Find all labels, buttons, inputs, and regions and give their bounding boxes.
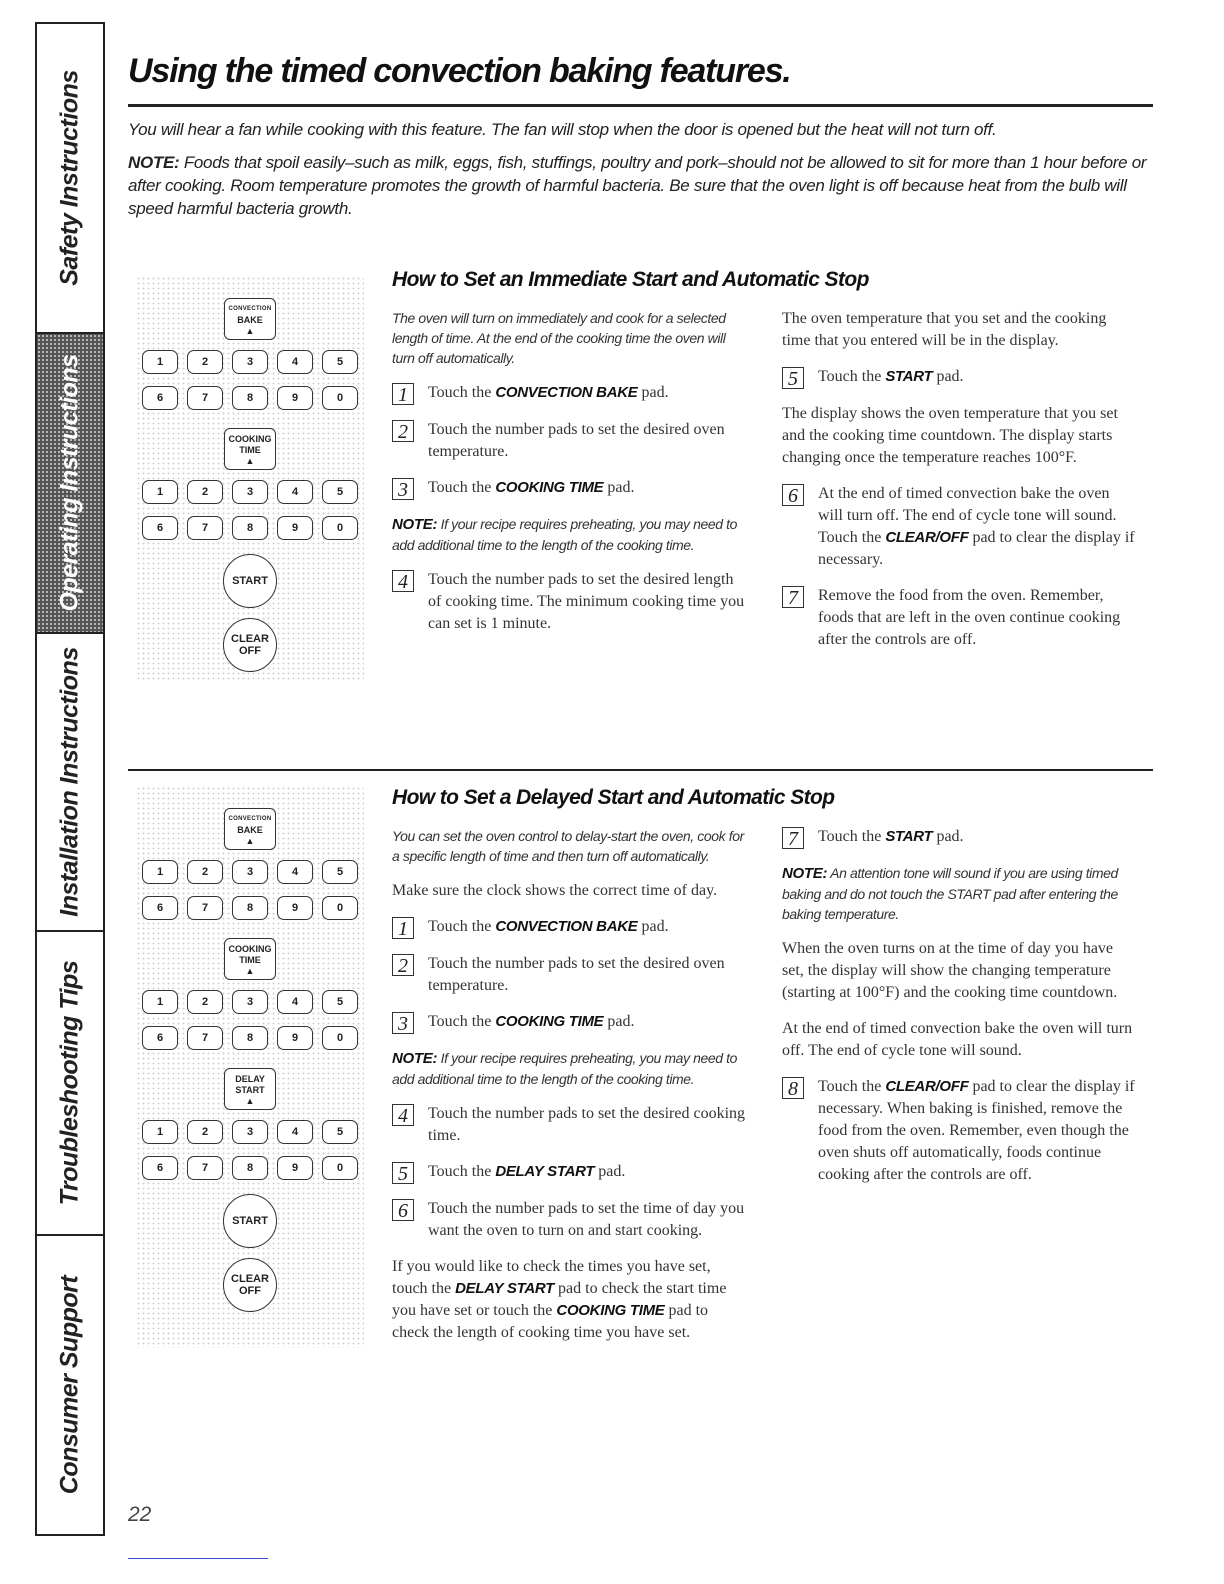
key-label: CLEAR	[231, 1273, 269, 1285]
number-key: 9	[277, 516, 313, 540]
step-text: Touch the	[428, 479, 496, 496]
step-3	[392, 477, 747, 500]
step-number: 7	[782, 827, 804, 849]
number-key: 0	[322, 1026, 358, 1050]
section-lead: The oven will turn on immediately and cook for a selected length of time. At the end of the cooking time the oven will turn off automatically.	[392, 310, 726, 366]
tab-label: Consumer Support	[55, 1275, 84, 1495]
step-number: 2	[392, 420, 414, 442]
number-key: 3	[232, 480, 268, 504]
number-key: 9	[277, 896, 313, 920]
body-text: The display shows the oven temperature that you set and the cooking time countdown. The display starts changing once the temperature reaches 100°F.	[782, 405, 1118, 466]
number-key: 6	[142, 516, 178, 540]
start-key	[223, 554, 277, 608]
start-key	[223, 1194, 277, 1248]
attention-tone-note	[782, 863, 1137, 924]
number-key: 2	[187, 480, 223, 504]
number-key: 1	[142, 990, 178, 1014]
note-label: NOTE:	[128, 153, 180, 172]
step-text: pad.	[637, 918, 669, 935]
note-text: If your recipe requires preheating, you may need to add additional time to the length of the cooking time.	[392, 516, 737, 553]
body-text: If you would like to check the times you have set, touch the	[392, 1258, 711, 1297]
key-label: START	[232, 1215, 268, 1227]
number-key: 7	[187, 386, 223, 410]
key-label: START	[232, 575, 268, 587]
number-row	[142, 896, 358, 922]
number-key: 5	[322, 350, 358, 374]
step-number: 7	[782, 586, 804, 608]
tab-operating-instructions[interactable]	[37, 334, 103, 634]
number-key: 8	[232, 1026, 268, 1050]
step-number: 5	[782, 367, 804, 389]
step-number: 4	[392, 570, 414, 592]
note-label: NOTE:	[392, 1050, 438, 1067]
step-text: At the end of timed convection bake the oven will turn off. The end of cycle tone will sound. Touch the	[818, 485, 1117, 546]
number-key: 0	[322, 516, 358, 540]
number-key: 8	[232, 516, 268, 540]
number-key: 1	[142, 1120, 178, 1144]
number-key: 7	[187, 896, 223, 920]
pad-name: CLEAR/OFF	[885, 1078, 969, 1095]
note-text: If your recipe requires preheating, you may need to add additional time to the length of the cooking time.	[392, 1050, 737, 1087]
body-text: pad to check the start time you have set or touch the	[392, 1280, 727, 1319]
number-row	[142, 516, 358, 542]
number-key: 8	[232, 896, 268, 920]
tab-safety-instructions[interactable]	[37, 24, 103, 334]
number-key: 6	[142, 1156, 178, 1180]
intro-text: You will hear a fan while cooking with this feature. The fan will stop when the door is opened but the heat will not turn off.	[128, 120, 997, 139]
arrow-up-icon: ▲	[245, 326, 255, 336]
tab-installation-instructions[interactable]	[37, 634, 103, 932]
number-key: 4	[277, 1120, 313, 1144]
section-delayed-start	[128, 770, 1153, 1490]
number-row	[142, 480, 358, 506]
number-key: 3	[232, 1120, 268, 1144]
number-key: 2	[187, 350, 223, 374]
step-number: 3	[392, 478, 414, 500]
number-key: 5	[322, 1120, 358, 1144]
check-times-text	[392, 1256, 747, 1344]
step-text: pad.	[637, 384, 669, 401]
number-key: 1	[142, 350, 178, 374]
number-key: 6	[142, 896, 178, 920]
number-key: 3	[232, 990, 268, 1014]
number-key: 2	[187, 990, 223, 1014]
number-row	[142, 860, 358, 886]
step-number: 2	[392, 954, 414, 976]
number-key: 7	[187, 1026, 223, 1050]
tab-label: Installation Instructions	[55, 647, 84, 917]
number-key: 3	[232, 860, 268, 884]
footer-rule	[128, 1558, 268, 1559]
page-title: Using the timed convection baking features.	[128, 52, 791, 90]
safety-note	[128, 151, 1148, 220]
number-key: 8	[232, 386, 268, 410]
instructions-column-left	[392, 308, 747, 649]
key-label: BAKE	[237, 315, 263, 325]
tab-label: Operating Instructions	[55, 354, 84, 612]
step-5	[392, 1161, 747, 1184]
number-row	[142, 1120, 358, 1146]
preheat-note	[392, 1048, 747, 1089]
step-text: pad to clear the display if necessary. When baking is finished, remove the food from the oven. Remember, even though the oven shuts off automatically, foods continue cooking after the controls are off.	[818, 1078, 1135, 1183]
step-number: 5	[392, 1162, 414, 1184]
number-key: 2	[187, 860, 223, 884]
clear-off-key	[223, 1258, 277, 1312]
step-1	[392, 382, 747, 405]
pad-name: COOKING TIME	[495, 1013, 604, 1030]
pad-name: DELAY START	[495, 1163, 595, 1180]
section-lead: You can set the oven control to delay-start the oven, cook for a specific length of time and then turn off automatically.	[392, 828, 744, 864]
number-key: 6	[142, 1026, 178, 1050]
section-heading: How to Set a Delayed Start and Automatic Stop	[392, 786, 835, 809]
note-label: NOTE:	[782, 865, 828, 882]
pad-name: DELAY START	[455, 1280, 555, 1297]
body-text: pad to check the length of cooking time you have set.	[392, 1302, 709, 1341]
step-text: Touch the number pads to set the desired oven temperature.	[428, 955, 725, 994]
step-text: Touch the	[428, 384, 496, 401]
pad-name: COOKING TIME	[495, 479, 604, 496]
step-2	[392, 953, 747, 997]
body-text: At the end of timed convection bake the oven will turn off. The end of cycle tone will sound.	[782, 1020, 1133, 1059]
convection-bake-key	[224, 808, 276, 850]
title-divider	[128, 104, 1153, 107]
key-label: TIME	[239, 955, 261, 965]
note-label: NOTE:	[392, 516, 438, 533]
number-row	[142, 1156, 358, 1182]
key-label: OFF	[239, 1285, 261, 1297]
pad-name: START	[885, 828, 933, 845]
section-immediate-start	[128, 268, 1153, 748]
key-label: START	[235, 1085, 265, 1095]
step-4	[392, 1103, 747, 1147]
step-text: pad.	[932, 828, 964, 845]
step-text: Touch the	[428, 918, 496, 935]
number-row	[142, 350, 358, 376]
step-text: pad.	[603, 1013, 635, 1030]
pad-name: CONVECTION BAKE	[495, 918, 638, 935]
number-key: 0	[322, 896, 358, 920]
number-row	[142, 386, 358, 412]
step-number: 6	[392, 1199, 414, 1221]
number-key: 3	[232, 350, 268, 374]
pad-name: COOKING TIME	[556, 1302, 665, 1319]
step-text: Touch the number pads to set the time of day you want the oven to turn on and start cooking.	[428, 1200, 745, 1239]
step-number: 4	[392, 1104, 414, 1126]
step-text: Touch the	[818, 1078, 886, 1095]
step-1	[392, 916, 747, 939]
section-heading: How to Set an Immediate Start and Automatic Stop	[392, 268, 869, 291]
section-tabs	[35, 22, 105, 1536]
number-key: 1	[142, 480, 178, 504]
number-key: 4	[277, 990, 313, 1014]
cooking-time-key	[224, 428, 276, 470]
key-label: CONVECTION	[228, 306, 272, 312]
body-text: Make sure the clock shows the correct time of day.	[392, 882, 718, 899]
intro-block	[128, 118, 1148, 230]
key-label: CONVECTION	[228, 816, 272, 822]
step-number: 8	[782, 1077, 804, 1099]
step-number: 6	[782, 484, 804, 506]
step-6	[392, 1198, 747, 1242]
instructions-column-left	[392, 826, 747, 1358]
key-label: COOKING	[228, 434, 272, 444]
step-text: Touch the	[818, 828, 886, 845]
step-number: 1	[392, 383, 414, 405]
number-row	[142, 1026, 358, 1052]
number-key: 1	[142, 860, 178, 884]
instructions-column-right	[782, 308, 1137, 665]
step-text: Touch the number pads to set the desired length of cooking time. The minimum cooking time you can set is 1 minute.	[428, 571, 745, 632]
delay-start-key	[224, 1068, 276, 1110]
step-text: pad to clear the display if necessary.	[818, 529, 1135, 568]
number-key: 4	[277, 860, 313, 884]
step-text: Touch the	[428, 1013, 496, 1030]
step-6	[782, 483, 1137, 571]
step-text: Touch the number pads to set the desired cooking time.	[428, 1105, 746, 1144]
pad-name: CLEAR/OFF	[885, 529, 969, 546]
arrow-up-icon: ▲	[245, 456, 255, 466]
arrow-up-icon: ▲	[245, 1096, 255, 1106]
pad-name: CONVECTION BAKE	[495, 384, 638, 401]
step-text: Remove the food from the oven. Remember, foods that are left in the oven continue cooking after the controls are off.	[818, 587, 1121, 648]
number-key: 6	[142, 386, 178, 410]
number-key: 0	[322, 386, 358, 410]
number-key: 4	[277, 350, 313, 374]
number-key: 8	[232, 1156, 268, 1180]
note-text: Foods that spoil easily–such as milk, eggs, fish, stuffings, poultry and pork–should not be allowed to sit for more than 1 hour before or after cooking. Room temperature promotes the growth of harmful bacteria. Be sure that the oven light is off because heat from the bulb will speed harmful bacteria growth.	[128, 153, 1147, 218]
step-4	[392, 569, 747, 635]
pad-name: START	[885, 368, 933, 385]
page-number: 22	[128, 1503, 152, 1526]
tab-troubleshooting-tips[interactable]	[37, 932, 103, 1236]
number-key: 2	[187, 1120, 223, 1144]
number-row	[142, 990, 358, 1016]
keypad-illustration	[136, 786, 364, 1348]
note-text: An attention tone will sound if you are using timed baking and do not touch the START pad after entering the baking temperature.	[782, 865, 1118, 922]
key-label: OFF	[239, 645, 261, 657]
number-key: 9	[277, 1156, 313, 1180]
number-key: 5	[322, 990, 358, 1014]
step-7	[782, 826, 1137, 849]
step-text: Touch the	[818, 368, 886, 385]
clear-off-key	[223, 618, 277, 672]
number-key: 9	[277, 386, 313, 410]
key-label: DELAY	[235, 1074, 265, 1084]
number-key: 7	[187, 1156, 223, 1180]
number-key: 5	[322, 480, 358, 504]
key-label: TIME	[239, 445, 261, 455]
step-text: pad.	[594, 1163, 626, 1180]
number-key: 5	[322, 860, 358, 884]
arrow-up-icon: ▲	[245, 836, 255, 846]
convection-bake-key	[224, 298, 276, 340]
cooking-time-key	[224, 938, 276, 980]
tab-label: Safety Instructions	[55, 70, 84, 286]
step-3	[392, 1011, 747, 1034]
instructions-column-right	[782, 826, 1137, 1200]
step-text: Touch the	[428, 1163, 496, 1180]
key-label: CLEAR	[231, 633, 269, 645]
number-key: 0	[322, 1156, 358, 1180]
step-number: 3	[392, 1012, 414, 1034]
step-number: 1	[392, 917, 414, 939]
number-key: 9	[277, 1026, 313, 1050]
step-text: pad.	[932, 368, 964, 385]
step-2	[392, 419, 747, 463]
key-label: COOKING	[228, 944, 272, 954]
tab-label: Troubleshooting Tips	[55, 960, 84, 1206]
step-8	[782, 1076, 1137, 1186]
tab-consumer-support[interactable]	[37, 1236, 103, 1534]
number-key: 7	[187, 516, 223, 540]
arrow-up-icon: ▲	[245, 966, 255, 976]
preheat-note	[392, 514, 747, 555]
key-label: BAKE	[237, 825, 263, 835]
step-7	[782, 585, 1137, 651]
step-5	[782, 366, 1137, 389]
keypad-illustration	[136, 276, 364, 681]
step-text: Touch the number pads to set the desired oven temperature.	[428, 421, 725, 460]
body-text: When the oven turns on at the time of day you have set, the display will show the changing temperature (starting at 100°F) and the cooking time countdown.	[782, 940, 1118, 1001]
body-text: The oven temperature that you set and the cooking time that you entered will be in the display.	[782, 310, 1107, 349]
step-text: pad.	[603, 479, 635, 496]
number-key: 4	[277, 480, 313, 504]
